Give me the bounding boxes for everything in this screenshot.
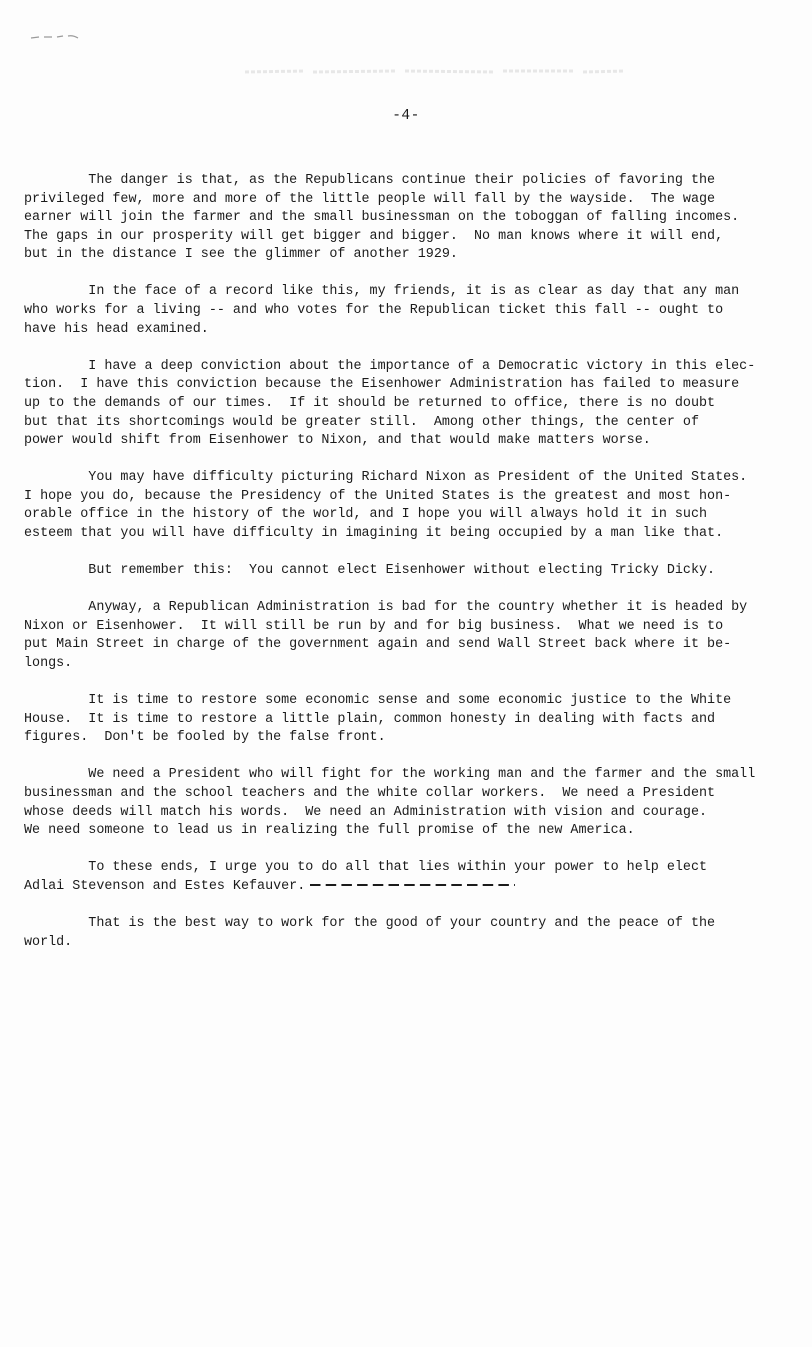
text-line: who works for a living -- and who votes for the Republican ticket this fall -- ought to (24, 303, 724, 319)
text-line: But remember this: You cannot elect Eisenhower without electing Tricky Dicky. (24, 563, 716, 579)
text-line: I have a deep conviction about the importance of a Democratic victory in this elec- (24, 358, 756, 374)
text-line: Anyway, a Republican Administration is bad for the country whether it is headed by (24, 600, 748, 616)
text-line: up to the demands of our times. If it should be returned to office, there is no doubt (24, 395, 716, 411)
text-line: tion. I have this conviction because the Eisenhower Administration has failed to measure (24, 377, 740, 393)
text-line: Nixon or Eisenhower. It will still be run by and for big business. What we need is to (24, 618, 724, 634)
text-line: world. (24, 934, 73, 950)
speech-paragraph (24, 172, 794, 265)
text-line: That is the best way to work for the good of your country and the peace of the (24, 915, 716, 931)
page-number: -4- (392, 108, 420, 124)
text-line: esteem that you will have difficulty in imagining it being occupied by a man like that. (24, 526, 724, 541)
text-line: Adlai Stevenson and Estes Kefauver. (24, 878, 306, 894)
text-line: I hope you do, because the Presidency of the United States is the greatest and most hon- (24, 488, 732, 504)
text-line: but in the distance I see the glimmer of another 1929. (24, 247, 458, 263)
text-line: whose deeds will match his words. We need an Administration with vision and courage. (24, 804, 708, 820)
text-line: The gaps in our prosperity will get bigger and bigger. No man knows where it will end, (24, 228, 724, 244)
text-line: put Main Street in charge of the government again and send Wall Street back where it be- (24, 637, 732, 653)
text-line: To these ends, I urge you to do all that lies within your power to help elect (24, 860, 708, 876)
text-line: House. It is time to restore a little plain, common honesty in dealing with facts and (24, 711, 716, 727)
text-line: businessman and the school teachers and the white collar workers. We need a President (24, 785, 716, 801)
text-line: In the face of a record like this, my friends, it is as clear as day that any man (24, 284, 740, 300)
speech-paragraph (24, 599, 794, 673)
speech-paragraph (24, 915, 794, 952)
text-line: power would shift from Eisenhower to Nixon, and that would make matters worse. (24, 433, 651, 449)
text-line: have his head examined. (24, 321, 209, 337)
text-line: earner will join the farmer and the small businessman on the toboggan of falling incomes. (24, 210, 740, 226)
speech-paragraph (24, 358, 794, 451)
speech-paragraph (24, 283, 794, 339)
text-line: longs. (24, 655, 73, 671)
text-line: privileged few, more and more of the little people will fall by the wayside. The wage (24, 191, 716, 207)
speech-paragraph (24, 562, 794, 581)
text-line: orable office in the history of the world, and I hope you will always hold it in such (24, 507, 708, 523)
speech-body (24, 172, 794, 971)
text-line: but that its shortcomings would be greater still. Among other things, the center of (24, 414, 699, 430)
speech-paragraph (24, 692, 794, 748)
text-line: We need someone to lead us in realizing the full promise of the new America. (24, 823, 635, 839)
speech-paragraph (24, 766, 794, 840)
speech-paragraph (24, 469, 794, 543)
stray-pen-mark (30, 33, 80, 41)
text-line: You may have difficulty picturing Richard Nixon as President of the United States. (24, 470, 748, 486)
reverse-side-bleed-through (245, 64, 625, 78)
closing-dashed-rule (310, 883, 515, 887)
text-line: We need a President who will fight for the working man and the farmer and the small (24, 767, 756, 783)
speech-paragraph (24, 859, 794, 896)
text-line: figures. Don't be fooled by the false front. (24, 730, 386, 746)
text-line: The danger is that, as the Republicans continue their policies of favoring the (24, 173, 716, 188)
text-line: It is time to restore some economic sense and some economic justice to the White (24, 693, 732, 709)
